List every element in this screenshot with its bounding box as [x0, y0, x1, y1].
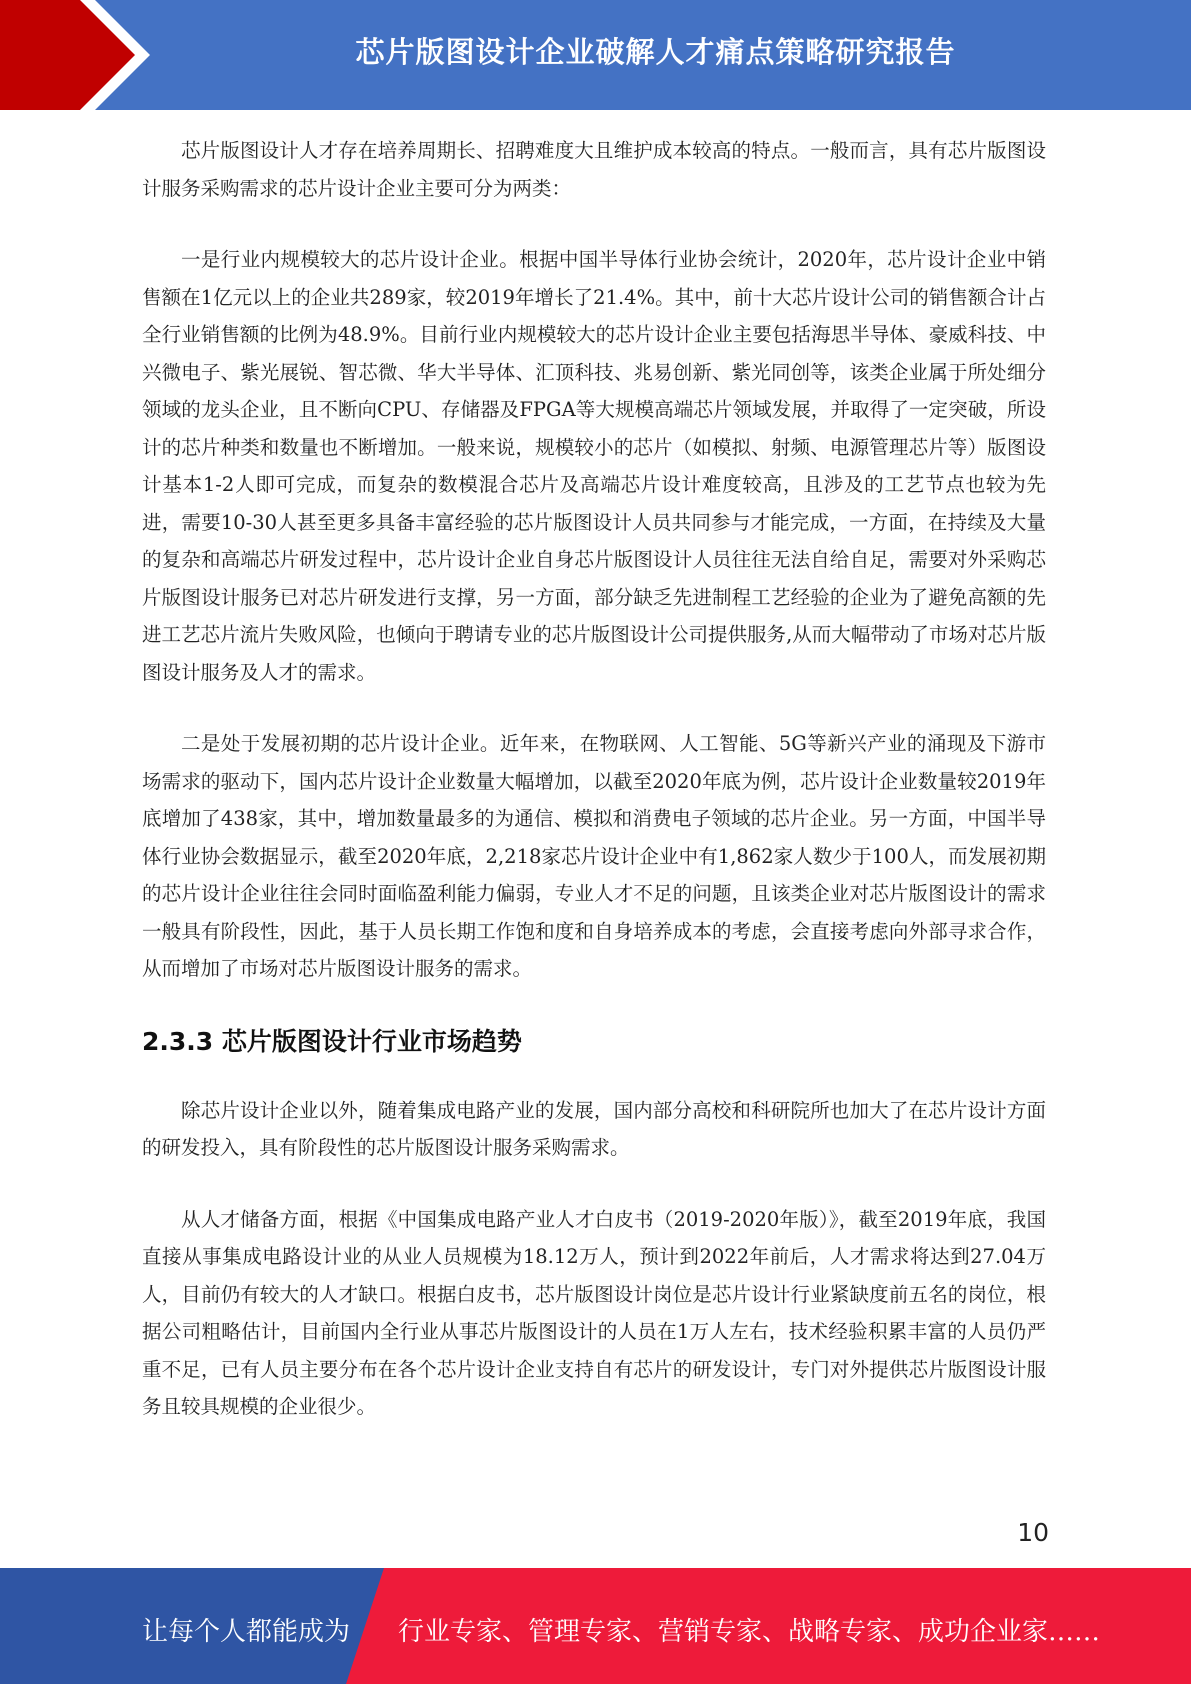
page-number: 10 — [1017, 1518, 1049, 1547]
header-arrow-graphic — [0, 0, 160, 110]
section-heading: 2.3.3 芯片版图设计行业市场趋势 — [142, 1026, 522, 1056]
page-footer — [0, 1568, 1191, 1684]
paragraph-talent-reserve: 从人才储备方面，根据《中国集成电路产业人才白皮书（2019-2020年版）》，截至2019年底，我国直接从事集成电路设计业的从业人员规模为18.12万人，预计到2022年前后，人才需求将达到27.04万人，目前仍有较大的人才缺口。根据白皮书，芯片版图设计岗位是芯片设计行业紧缺度前五名的岗位，根据公司粗略估计，目前国内全行业从事芯片版图设计的人员在1万人左右，技术经验积累丰富的人员仍严重不足，已有人员主要分布在各个芯片设计企业支持自有芯片的研发设计，专门对外提供芯片版图设计服务且较具规模的企业很少。 — [142, 1207, 1046, 1418]
page-header — [0, 0, 1191, 110]
paragraph-research-institutes: 除芯片设计企业以外，随着集成电路产业的发展，国内部分高校和科研院所也加大了在芯片设计方面的研发投入，具有阶段性的芯片版图设计服务采购需求。 — [142, 1098, 1046, 1159]
paragraph-early-stage-enterprises: 二是处于发展初期的芯片设计企业。近年来，在物联网、人工智能、5G等新兴产业的涌现及下游市场需求的驱动下，国内芯片设计企业数量大幅增加，以截至2020年底为例，芯片设计企业数量较2019年底增加了438家，其中，增加数量最多的为通信、模拟和消费电子领域的芯片企业。另一方面，中国半导体行业协会数据显示，截至2020年底，2,218家芯片设计企业中有1,862家人数少于100人，而发展初期的芯片设计企业往往会同时面临盈利能力偏弱，专业人才不足的问题，且该类企业对芯片版图设计的需求一般具有阶段性，因此，基于人员长期工作饱和度和自身培养成本的考虑，会直接考虑向外部寻求合作，从而增加了市场对芯片版图设计服务的需求。 — [142, 732, 1046, 980]
footer-slogan-right: 行业专家、管理专家、营销专家、战略专家、成功企业家…… — [398, 1617, 1101, 1647]
header-title: 芯片版图设计企业破解人才痛点策略研究报告 — [355, 35, 956, 69]
footer-slogan-left: 让每个人都能成为 — [142, 1617, 351, 1647]
document-body — [142, 132, 1046, 1460]
paragraph-intro: 芯片版图设计人才存在培养周期长、招聘难度大且维护成本较高的特点。一般而言，具有芯片版图设计服务采购需求的芯片设计企业主要可分为两类： — [142, 139, 1046, 200]
paragraph-large-enterprises: 一是行业内规模较大的芯片设计企业。根据中国半导体行业协会统计，2020年，芯片设计企业中销售额在1亿元以上的企业共289家，较2019年增长了21.4%。其中，前十大芯片设计公司的销售额合计占全行业销售额的比例为48.9%。目前行业内规模较大的芯片设计企业主要包括海思半导体、豪威科技、中兴微电子、紫光展锐、智芯微、华大半导体、汇顶科技、兆易创新、紫光同创等，该类企业属于所处细分领域的龙头企业，且不断向CPU、存储器及FPGA等大规模高端芯片领域发展，并取得了一定突破，所设计的芯片种类和数量也不断增加。一般来说，规模较小的芯片（如模拟、射频、电源管理芯片等）版图设计基本1-2人即可完成，而复杂的数模混合芯片及高端芯片设计难度较高，且涉及的工艺节点也较为先进，需要10-30人甚至更多具备丰富经验的芯片版图设计人员共同参与才能完成，一方面，在持续及大量的复杂和高端芯片研发过程中，芯片设计企业自身芯片版图设计人员往往无法自给自足，需要对外采购芯片版图设计服务已对芯片研发进行支撑，另一方面，部分缺乏先进制程工艺经验的企业为了避免高额的先进工艺芯片流片失败风险，也倾向于聘请专业的芯片版图设计公司提供服务,从而大幅带动了市场对芯片版图设计服务及人才的需求。 — [142, 248, 1046, 684]
